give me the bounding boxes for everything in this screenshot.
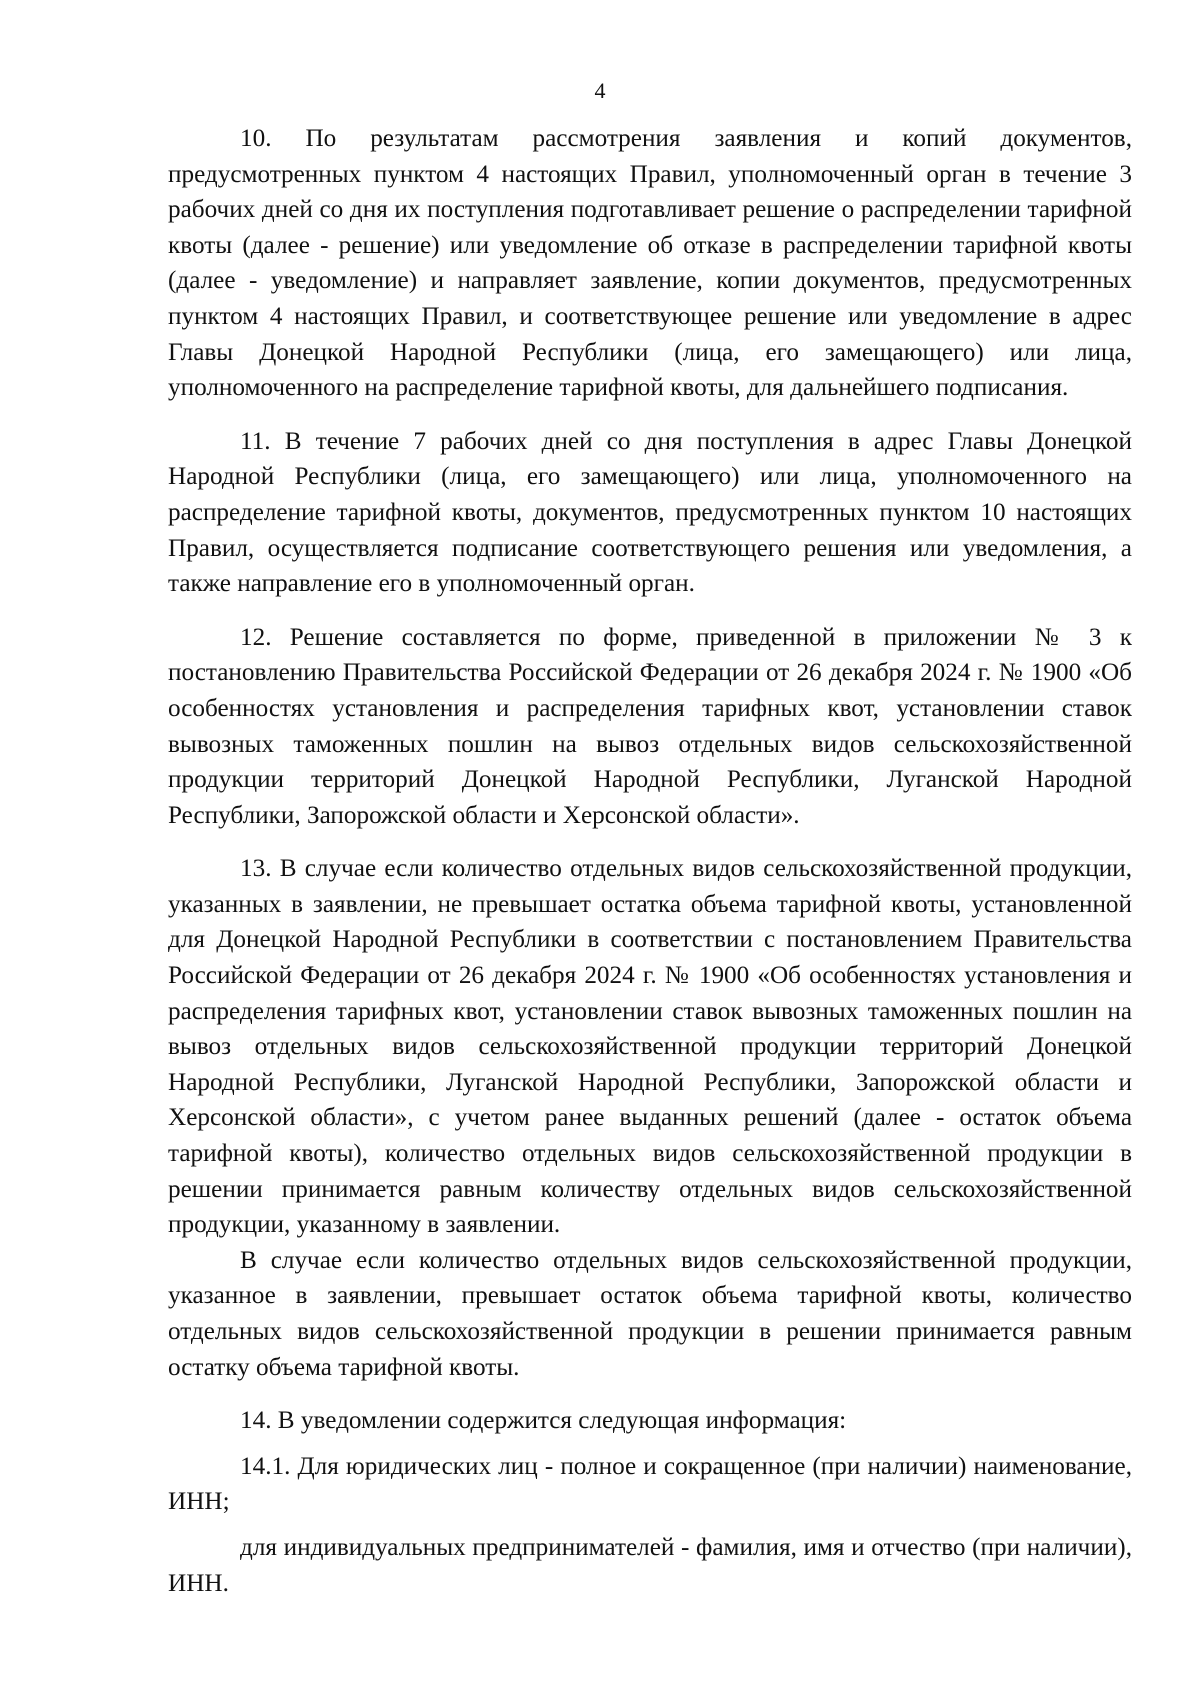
paragraph-12: 12. Решение составляется по форме, приведенной в приложении № 3 к постановлению Правительства Российской Федерации от 26 декабря 2024 г. № 1900 «Об особенностях установления и распределения тарифных квот, установлении ставок вывозных таможенных пошлин на вывоз отдельных видов сельскохозяйственной продукции территорий Донецкой Народной Республики, Луганской Народной Республики, Запорожской области и Херсонской области». <box>168 623 1132 829</box>
paragraph-13-continuation: В случае если количество отдельных видов сельскохозяйственной продукции, указанное в заявлении, превышает остаток объема тарифной квоты, количество отдельных видов сельскохозяйственной продукции в решении принимается равным остатку объема тарифной квоты. <box>168 1246 1132 1381</box>
page-number: 4 <box>594 78 606 103</box>
paragraph-14-1: 14.1. Для юридических лиц - полное и сокращенное (при наличии) наименование, ИНН; <box>168 1452 1132 1516</box>
paragraph-11: 11. В течение 7 рабочих дней со дня поступления в адрес Главы Донецкой Народной Республики (лица, его замещающего) или лица, уполномоченного на распределение тарифной квоты, документов, предусмотренных пунктом 10 настоящих Правил, осуществляется подписание соответствующего решения или уведомления, а также направление его в уполномоченный орган. <box>168 427 1132 598</box>
paragraph-10: 10. По результатам рассмотрения заявления и копий документов, предусмотренных пунктом 4 настоящих Правил, уполномоченный орган в течение 3 рабочих дней со дня их поступления подготавливает решение о распределении тарифной квоты (далее - решение) или уведомление об отказе в распределении тарифной квоты (далее - уведомление) и направляет заявление, копии документов, предусмотренных пунктом 4 настоящих Правил, и соответствующее решение или уведомление в адрес Главы Донецкой Народной Республики (лица, его замещающего) или лица, уполномоченного на распределение тарифной квоты, для дальнейшего подписания. <box>168 125 1132 402</box>
document-body <box>168 121 1132 1601</box>
paragraph-14-1-continuation: для индивидуальных предпринимателей - фамилия, имя и отчество (при наличии), ИНН. <box>168 1533 1132 1597</box>
paragraph-14: 14. В уведомлении содержится следующая информация: <box>240 1407 847 1435</box>
paragraph-13: 13. В случае если количество отдельных видов сельскохозяйственной продукции, указанных в заявлении, не превышает остатка объема тарифной квоты, установленной для Донецкой Народной Республики в соответствии с постановлением Правительства Российской Федерации от 26 декабря 2024 г. № 1900 «Об особенностях установления и распределения тарифных квот, установлении ставок вывозных таможенных пошлин на вывоз отдельных видов сельскохозяйственной продукции территорий Донецкой Народной Республики, Луганской Народной Республики, Запорожской области и Херсонской области», с учетом ранее выданных решений (далее - остаток объема тарифной квоты), количество отдельных видов сельскохозяйственной продукции в решении принимается равным количеству отдельных видов сельскохозяйственной продукции, указанному в заявлении. <box>168 855 1132 1239</box>
